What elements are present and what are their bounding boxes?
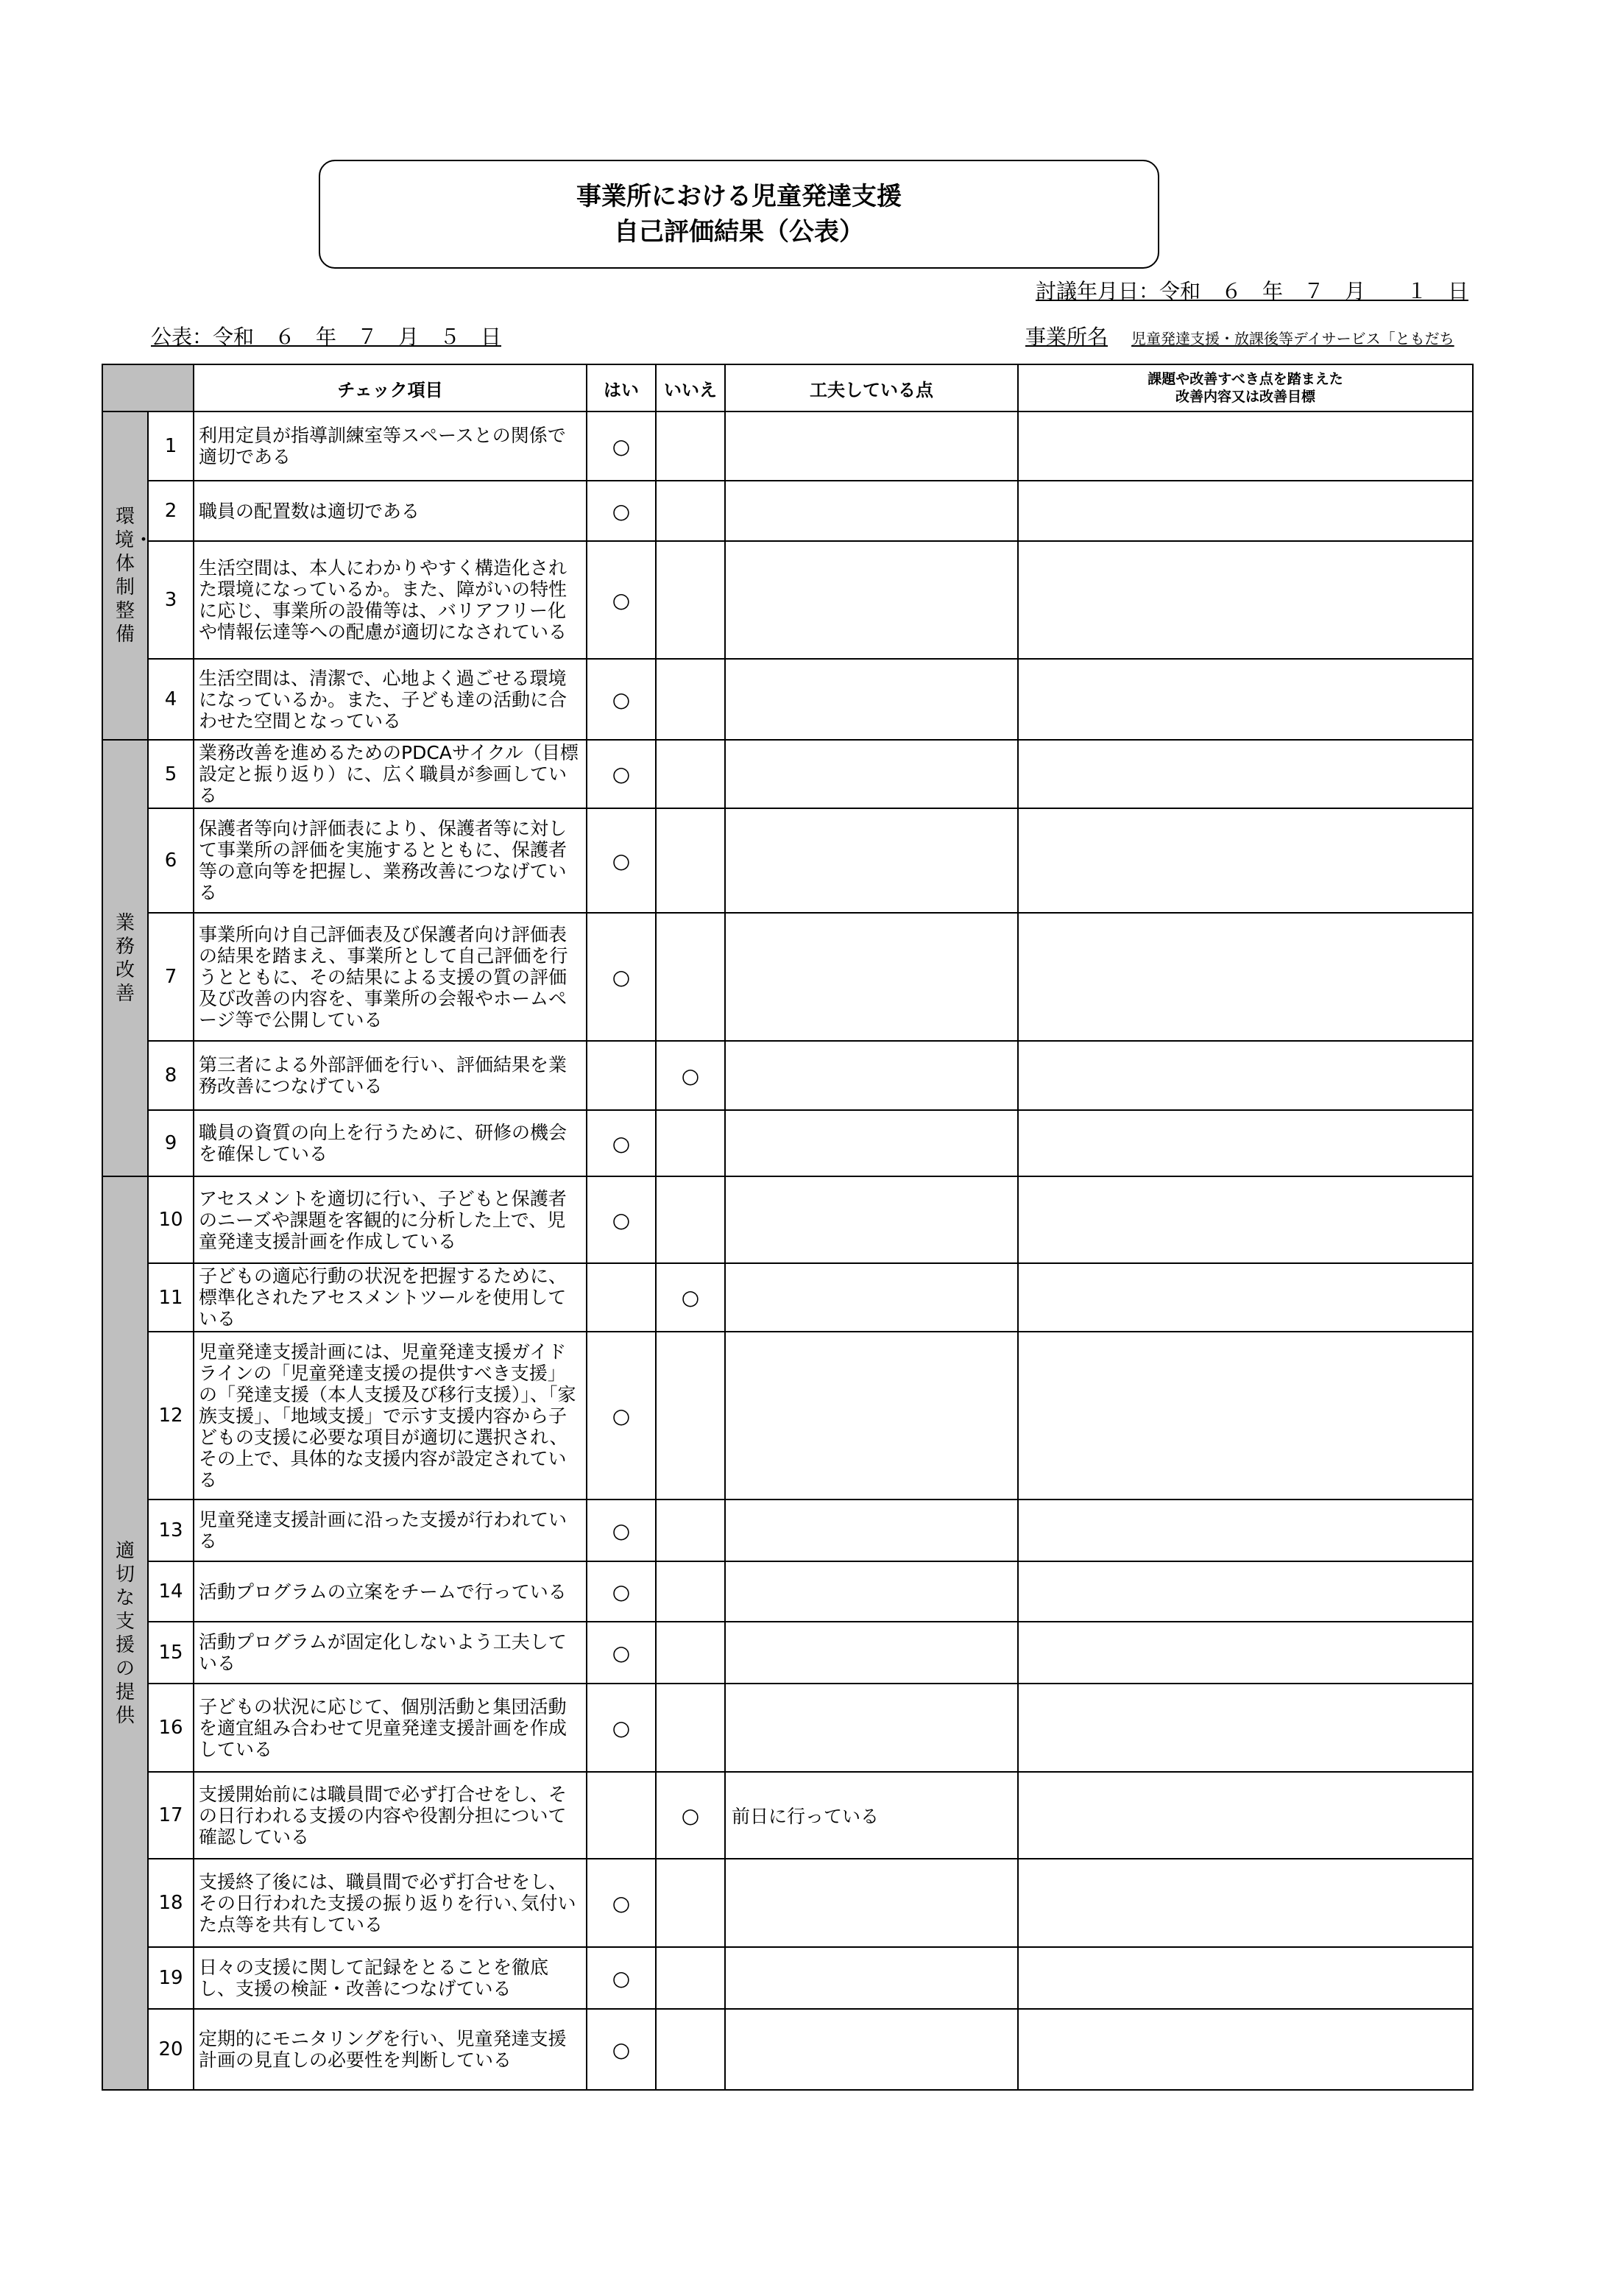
table-row — [102, 411, 1473, 481]
improvement-note: 前日に行っている — [725, 1772, 1018, 1859]
table-row — [102, 1041, 1473, 1110]
yes-mark — [587, 1772, 656, 1859]
check-item-text: 支援開始前には職員間で必ず打合せをし、その日行われる支援の内容や役割分担について確認している — [194, 1772, 587, 1859]
issue-note — [1018, 1684, 1473, 1772]
header-check-item: チェック項目 — [194, 364, 587, 411]
improvement-note — [725, 1110, 1018, 1176]
row-number: 3 — [148, 541, 194, 659]
check-item-text: 保護者等向け評価表により、保護者等に対して事業所の評価を実施するとともに、保護者等の意向等を把握し、業務改善につなげている — [194, 808, 587, 913]
check-item-text: 事業所向け自己評価表及び保護者向け評価表の結果を踏まえ、事業所として自己評価を行うとともに、その結果による支援の質の評価及び改善の内容を、事業所の会報やホームページ等で公開している — [194, 913, 587, 1041]
title-box — [319, 160, 1159, 269]
check-item-text: 生活空間は、本人にわかりやすく構造化された環境になっているか。また、障がいの特性に応じ、事業所の設備等は、バリアフリー化や情報伝達等への配慮が適切になされている — [194, 541, 587, 659]
table-row — [102, 1332, 1473, 1500]
issue-note — [1018, 411, 1473, 481]
issue-note — [1018, 1332, 1473, 1500]
header-corner — [102, 364, 194, 411]
check-item-text: 子どもの適応行動の状況を把握するために、標準化されたアセスメントツールを使用している — [194, 1263, 587, 1332]
table-row — [102, 1684, 1473, 1772]
check-item-text: 第三者による外部評価を行い、評価結果を業務改善につなげている — [194, 1041, 587, 1110]
improvement-note — [725, 1263, 1018, 1332]
improvement-note — [725, 808, 1018, 913]
no-mark — [656, 1947, 725, 2009]
yes-mark — [587, 1263, 656, 1332]
improvement-note — [725, 659, 1018, 740]
yes-mark: ○ — [587, 1110, 656, 1176]
category-label: 環境・体制整備 — [115, 506, 154, 646]
header-issues: 課題や改善すべき点を踏まえた 改善内容又は改善目標 — [1018, 364, 1473, 411]
no-mark — [656, 1684, 725, 1772]
no-mark: ○ — [656, 1263, 725, 1332]
yes-mark: ○ — [587, 481, 656, 541]
yes-mark: ○ — [587, 541, 656, 659]
row-number: 6 — [148, 808, 194, 913]
table-row — [102, 659, 1473, 740]
row-number: 18 — [148, 1859, 194, 1947]
improvement-note — [725, 541, 1018, 659]
no-mark — [656, 1176, 725, 1263]
check-item-text: 活動プログラムの立案をチームで行っている — [194, 1561, 587, 1622]
table-row — [102, 1561, 1473, 1622]
category-label: 業務改善 — [115, 911, 135, 1005]
row-number: 7 — [148, 913, 194, 1041]
yes-mark: ○ — [587, 1500, 656, 1561]
no-mark — [656, 1859, 725, 1947]
row-number: 17 — [148, 1772, 194, 1859]
improvement-note — [725, 411, 1018, 481]
page-title: 事業所における児童発達支援 — [576, 182, 902, 211]
yes-mark: ○ — [587, 1859, 656, 1947]
issue-note — [1018, 1561, 1473, 1622]
no-mark — [656, 541, 725, 659]
check-item-text: 生活空間は、清潔で、心地よく過ごせる環境になっているか。また、子ども達の活動に合わせた空間となっている — [194, 659, 587, 740]
improvement-note — [725, 1500, 1018, 1561]
no-mark: ○ — [656, 1041, 725, 1110]
yes-mark: ○ — [587, 1622, 656, 1684]
no-mark — [656, 481, 725, 541]
no-mark — [656, 659, 725, 740]
office-label: 事業所名 — [1025, 325, 1108, 349]
table-row — [102, 740, 1473, 808]
check-item-text: 児童発達支援計画には、児童発達支援ガイドラインの「児童発達支援の提供すべき支援」の「発達支援（本人支援及び移行支援）」、「家族支援」、「地域支援」で示す支援内容から子どもの支援に必要な項目が適切に選択され、その上で、具体的な支援内容が設定されている — [194, 1332, 587, 1500]
check-item-text: 定期的にモニタリングを行い、児童発達支援計画の見直しの必要性を判断している — [194, 2009, 587, 2090]
table-row — [102, 1500, 1473, 1561]
issue-note — [1018, 913, 1473, 1041]
row-number: 8 — [148, 1041, 194, 1110]
table-row — [102, 481, 1473, 541]
row-number: 15 — [148, 1622, 194, 1684]
check-item-text: 職員の配置数は適切である — [194, 481, 587, 541]
check-item-text: 職員の資質の向上を行うために、研修の機会を確保している — [194, 1110, 587, 1176]
table-row — [102, 1110, 1473, 1176]
improvement-note — [725, 1176, 1018, 1263]
office-name: 児童発達支援・放課後等デイサービス「ともだち — [1131, 330, 1454, 347]
check-item-text: 支援終了後には、職員間で必ず打合せをし、その日行われた支援の振り返りを行い､気付いた点等を共有している — [194, 1859, 587, 1947]
issue-note — [1018, 1263, 1473, 1332]
improvement-note — [725, 1332, 1018, 1500]
issue-note — [1018, 1500, 1473, 1561]
check-item-text: 子どもの状況に応じて、個別活動と集団活動を適宜組み合わせて児童発達支援計画を作成している — [194, 1684, 587, 1772]
no-mark — [656, 1110, 725, 1176]
issue-note — [1018, 1110, 1473, 1176]
issue-note — [1018, 1041, 1473, 1110]
yes-mark: ○ — [587, 808, 656, 913]
no-mark — [656, 740, 725, 808]
issue-note — [1018, 541, 1473, 659]
issue-note — [1018, 1772, 1473, 1859]
check-item-text: 業務改善を進めるためのPDCAサイクル（目標設定と振り返り）に、広く職員が参画している — [194, 740, 587, 808]
issue-note — [1018, 1859, 1473, 1947]
yes-mark — [587, 1041, 656, 1110]
improvement-note — [725, 481, 1018, 541]
row-number: 19 — [148, 1947, 194, 2009]
improvement-note — [725, 740, 1018, 808]
table-row — [102, 808, 1473, 913]
header-yes: はい — [587, 364, 656, 411]
issue-note — [1018, 1176, 1473, 1263]
yes-mark: ○ — [587, 1947, 656, 2009]
row-number: 2 — [148, 481, 194, 541]
row-number: 5 — [148, 740, 194, 808]
no-mark — [656, 1561, 725, 1622]
no-mark — [656, 1500, 725, 1561]
check-item-text: 活動プログラムが固定化しないよう工夫している — [194, 1622, 587, 1684]
table-row — [102, 1263, 1473, 1332]
issue-note — [1018, 808, 1473, 913]
category-cell — [102, 740, 148, 1176]
office-info — [1025, 321, 1454, 350]
no-mark — [656, 1622, 725, 1684]
row-number: 16 — [148, 1684, 194, 1772]
publication-date: 公表：令和 ６ 年 ７ 月 ５ 日 — [151, 325, 502, 349]
row-number: 11 — [148, 1263, 194, 1332]
row-number: 14 — [148, 1561, 194, 1622]
yes-mark: ○ — [587, 1561, 656, 1622]
row-number: 4 — [148, 659, 194, 740]
check-item-text: 日々の支援に関して記録をとることを徹底し、支援の検証・改善につなげている — [194, 1947, 587, 2009]
issue-note — [1018, 1622, 1473, 1684]
category-label: 適切な支援の提供 — [115, 1539, 135, 1727]
no-mark — [656, 2009, 725, 2090]
improvement-note — [725, 1622, 1018, 1684]
table-row — [102, 541, 1473, 659]
check-item-text: アセスメントを適切に行い、子どもと保護者のニーズや課題を客観的に分析した上で、児童発達支援計画を作成している — [194, 1176, 587, 1263]
row-number: 13 — [148, 1500, 194, 1561]
table-row — [102, 1947, 1473, 2009]
improvement-note — [725, 1684, 1018, 1772]
improvement-note — [725, 1947, 1018, 2009]
category-cell — [102, 1176, 148, 2090]
no-mark — [656, 913, 725, 1041]
yes-mark: ○ — [587, 411, 656, 481]
header-no: いいえ — [656, 364, 725, 411]
row-number: 12 — [148, 1332, 194, 1500]
issue-note — [1018, 740, 1473, 808]
check-item-text: 利用定員が指導訓練室等スペースとの関係で適切である — [194, 411, 587, 481]
table-header-row — [102, 364, 1473, 411]
yes-mark: ○ — [587, 1684, 656, 1772]
row-number: 10 — [148, 1176, 194, 1263]
page-subtitle: 自己評価結果（公表） — [614, 217, 864, 247]
yes-mark: ○ — [587, 740, 656, 808]
row-number: 9 — [148, 1110, 194, 1176]
no-mark — [656, 411, 725, 481]
issue-note — [1018, 659, 1473, 740]
check-item-text: 児童発達支援計画に沿った支援が行われている — [194, 1500, 587, 1561]
yes-mark: ○ — [587, 2009, 656, 2090]
issue-note — [1018, 1947, 1473, 2009]
table-row — [102, 1859, 1473, 1947]
no-mark — [656, 808, 725, 913]
improvement-note — [725, 1561, 1018, 1622]
table-row — [102, 1622, 1473, 1684]
table-row — [102, 913, 1473, 1041]
no-mark — [656, 1332, 725, 1500]
improvement-note — [725, 1859, 1018, 1947]
improvement-note — [725, 1041, 1018, 1110]
issue-note — [1018, 481, 1473, 541]
issue-note — [1018, 2009, 1473, 2090]
yes-mark: ○ — [587, 913, 656, 1041]
yes-mark: ○ — [587, 659, 656, 740]
no-mark: ○ — [656, 1772, 725, 1859]
table-row — [102, 1176, 1473, 1263]
self-evaluation-table — [102, 364, 1474, 2091]
category-cell — [102, 411, 154, 740]
yes-mark: ○ — [587, 1332, 656, 1500]
improvement-note — [725, 2009, 1018, 2090]
improvement-note — [725, 913, 1018, 1041]
discussion-date: 討議年月日：令和 ６ 年 ７ 月 １ 日 — [1035, 279, 1468, 303]
row-number: 20 — [148, 2009, 194, 2090]
table-row — [102, 2009, 1473, 2090]
table-row — [102, 1772, 1473, 1859]
header-improvements: 工夫している点 — [725, 364, 1018, 411]
yes-mark: ○ — [587, 1176, 656, 1263]
row-number: 1 — [148, 411, 194, 481]
